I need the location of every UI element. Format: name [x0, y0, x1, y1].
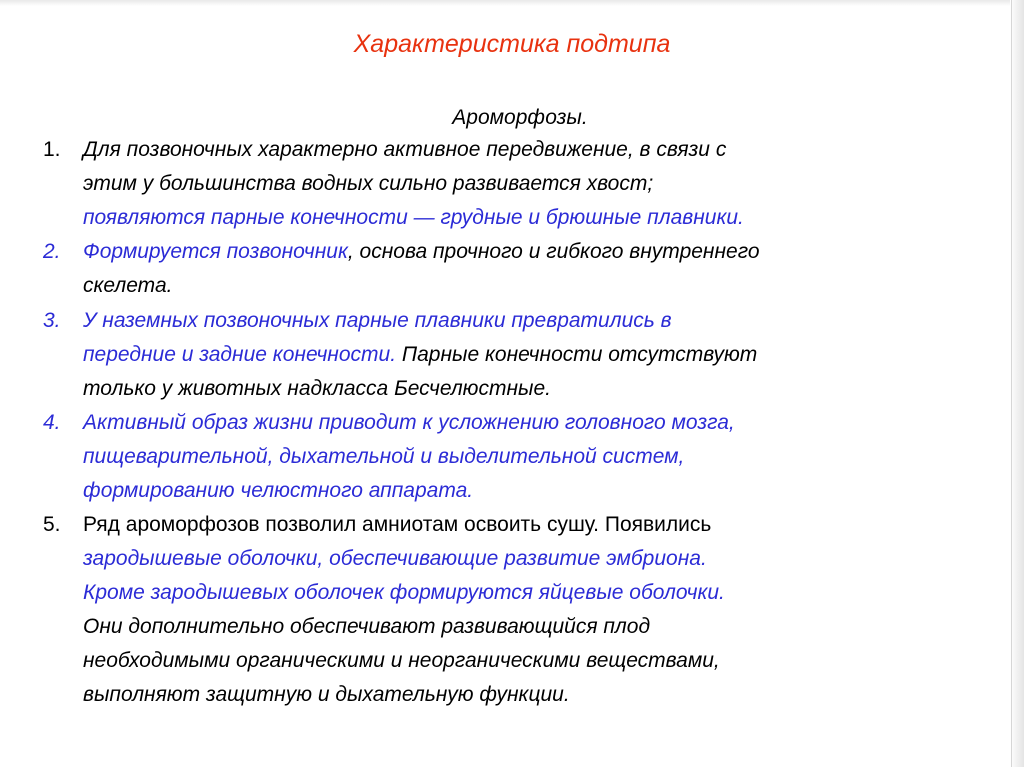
- item-number: 2.: [43, 240, 61, 263]
- item-text: [83, 133, 1013, 235]
- item-number: 5.: [43, 513, 61, 536]
- item-text: [83, 235, 1013, 303]
- item-line: Для позвоночных характерно активное передвижение, в связи с: [83, 138, 727, 161]
- item-line-highlight: У наземных позвоночных парные плавники превратились в: [83, 309, 672, 332]
- item-number: 1.: [43, 138, 61, 161]
- item-line: только у животных надкласса Бесчелюстные.: [83, 377, 551, 400]
- item-text: [83, 406, 1013, 508]
- item-text: [83, 304, 1013, 406]
- item-highlight: Формируется позвоночник: [83, 240, 348, 263]
- slide-title: Характеристика подтипа: [353, 30, 671, 58]
- slide-subtitle: Ароморфозы.: [452, 106, 588, 129]
- item-line: выполняют защитную и дыхательную функции.: [83, 683, 570, 706]
- item-line: скелета.: [83, 274, 173, 297]
- item-text-rest: , основа прочного и гибкого внутреннего: [347, 240, 760, 263]
- item-line: этим у большинства водных сильно развивается хвост;: [83, 172, 654, 195]
- item-number: 3.: [43, 309, 61, 332]
- item-text: [83, 508, 1013, 712]
- item-line-highlight: появляются парные конечности — грудные и брюшные плавники.: [83, 206, 744, 229]
- item-line-highlight: зародышевые оболочки, обеспечивающие развитие эмбриона.: [83, 547, 707, 570]
- item-line-highlight: Кроме зародышевых оболочек формируются яйцевые оболочки.: [83, 581, 725, 604]
- item-line-highlight: пищеварительной, дыхательной и выделительной систем,: [83, 445, 685, 468]
- item-line: [83, 235, 1013, 269]
- item-line: [83, 338, 1013, 372]
- item-line: необходимыми органическими и неорганическими веществами,: [83, 649, 720, 672]
- item-number: 4.: [43, 411, 61, 434]
- item-line: Они дополнительно обеспечивают развивающийся плод: [83, 615, 651, 638]
- item-highlight: передние и задние конечности.: [83, 343, 397, 366]
- item-line: Ряд ароморфозов позволил амниотам освоить сушу. Появились: [83, 513, 712, 536]
- item-text-rest: Парные конечности отсутствуют: [396, 343, 758, 366]
- item-line-highlight: формированию челюстного аппарата.: [83, 479, 474, 502]
- item-line-highlight: Активный образ жизни приводит к усложнению головного мозга,: [83, 411, 735, 434]
